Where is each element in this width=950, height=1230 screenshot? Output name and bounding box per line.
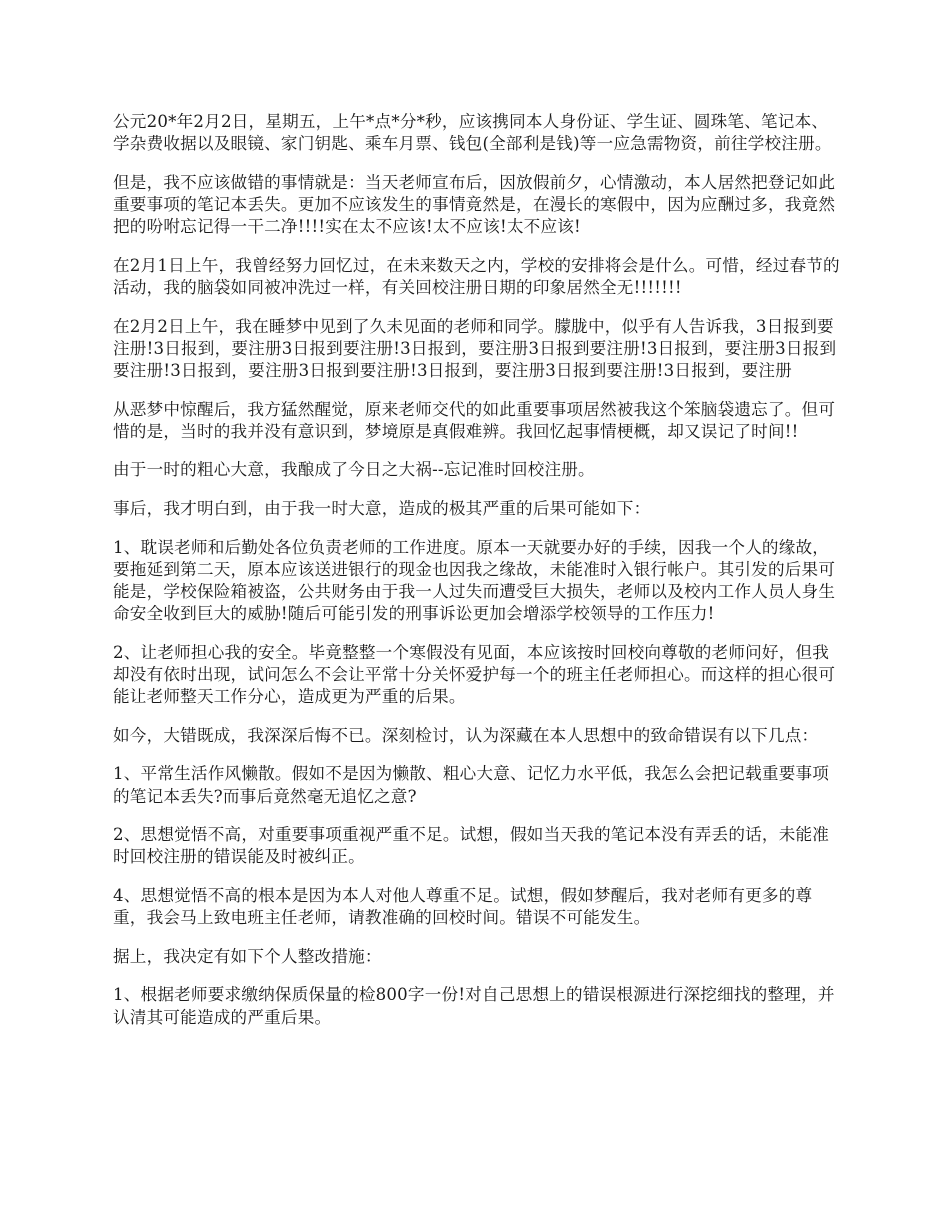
paragraph-15: 1、根据老师要求缴纳保质保量的检800字一份!对自己思想上的错误根源进行深挖细找的整理，并认清其可能造成的严重后果。: [113, 985, 835, 1027]
paragraph-8: 1、耽误老师和后勤处各位负责老师的工作进度。原本一天就要办好的手续，因我一个人的缘故，要拖延到第二天，原本应该送进银行的现金也因我之缘故，未能准时入银行帐户。其引发的后果可能是，学校保险箱被盗，公共财务由于我一人过失而遭受巨大损失，老师以及校内工作人员人身生命安全收到巨大的威胁!随后可能引发的刑事诉讼更加会增添学校领导的工作压力!: [113, 537, 836, 624]
paragraph-6: 由于一时的粗心大意，我酿成了今日之大祸--忘记准时回校注册。: [113, 460, 595, 480]
paragraph-12: 2、思想觉悟不高，对重要事项重视严重不足。试想，假如当天我的笔记本没有弄丢的话，未能准时回校注册的错误能及时被纠正。: [113, 825, 830, 867]
paragraph-9: 2、让老师担心我的安全。毕竟整整一个寒假没有见面，本应该按时回校向尊敬的老师问好，但我却没有依时出现，试问怎么不会让平常十分关怀爱护每一个的班主任老师担心。而这样的担心很可能让老师整天工作分心，造成更为严重的后果。: [113, 642, 836, 707]
document-body: [113, 111, 841, 1045]
paragraph-2: 但是，我不应该做错的事情就是：当天老师宣布后，因放假前夕，心情激动，本人居然把登记如此重要事项的笔记本丢失。更加不应该发生的事情竟然是，在漫长的寒假中，因为应酬过多，我竟然把的吩咐忘记得一干二净!!!!实在太不应该!太不应该!太不应该!: [113, 172, 836, 237]
paragraph-11: 1、平常生活作风懒散。假如不是因为懒散、粗心大意、记忆力水平低，我怎么会把记载重要事项的笔记本丢失?而事后竟然毫无追忆之意?: [113, 764, 830, 806]
paragraph-5: 从恶梦中惊醒后，我方猛然醒觉，原来老师交代的如此重要事项居然被我这个笨脑袋遗忘了。但可惜的是，当时的我并没有意识到，梦境原是真假难辨。我回忆起事情梗概，却又误记了时间!!: [113, 399, 836, 441]
paragraph-7: 事后，我才明白到，由于我一时大意，造成的极其严重的后果可能如下：: [113, 498, 651, 518]
paragraph-1: 公元20*年2月2日，星期五，上午*点*分*秒，应该携同本人身份证、学生证、圆珠笔、笔记本、学杂费收据以及眼镜、家门钥匙、乘车月票、钱包(全部利是钱)等一应急需物资，前往学校注册。: [113, 112, 832, 154]
paragraph-10: 如今，大错既成，我深深后悔不已。深刻检讨，认为深藏在本人思想中的致命错误有以下几点：: [113, 725, 819, 745]
paragraph-13: 4、思想觉悟不高的根本是因为本人对他人尊重不足。试想，假如梦醒后，我对老师有更多的尊重，我会马上致电班主任老师，请教准确的回校时间。错误不可能发生。: [113, 885, 813, 928]
paragraph-14: 据上，我决定有如下个人整改措施：: [113, 946, 382, 966]
paragraph-3: 在2月1日上午，我曾经努力回忆过，在未来数天之内，学校的安排将会是什么。可惜，经过春节的活动，我的脑袋如同被冲洗过一样，有关回校注册日期的印象居然全无!!!!!!!: [113, 255, 840, 297]
paragraph-4: 在2月2日上午，我在睡梦中见到了久未见面的老师和同学。朦胧中，似乎有人告诉我，3日报到要注册!3日报到，要注册3日报到要注册!3日报到，要注册3日报到要注册!3日报到，要注册3日报到要注册!3日报到，要注册3日报到要注册!3日报到，要注册3日报到要注册!3日报到，要注册: [113, 316, 837, 380]
